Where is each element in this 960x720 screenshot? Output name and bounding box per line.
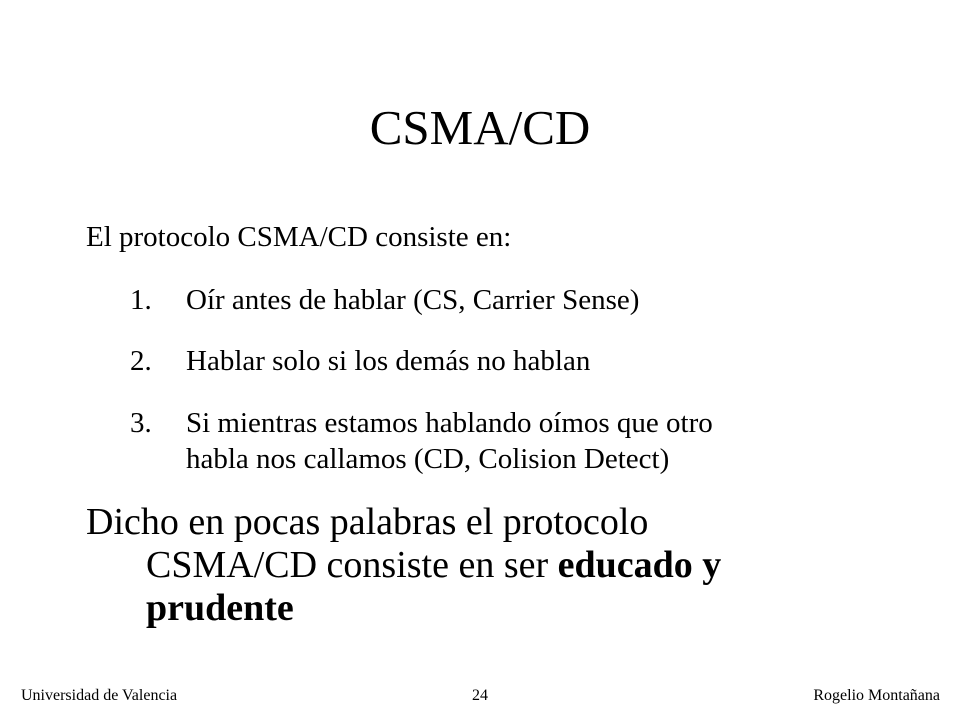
footer-institution: Universidad de Valencia bbox=[21, 687, 178, 704]
slide-title: CSMA/CD bbox=[369, 100, 591, 155]
summary-emphasis: prudente bbox=[146, 587, 294, 629]
intro-text: El protocolo CSMA/CD consiste en: bbox=[86, 221, 512, 253]
list-item-line: habla nos callamos (CD, Colision Detect) bbox=[186, 443, 670, 475]
list-item-text: Oír antes de hablar (CS, Carrier Sense) bbox=[186, 284, 640, 316]
list-item-line: Si mientras estamos hablando oímos que otro bbox=[186, 407, 713, 439]
summary-plain-text: CSMA/CD consiste en ser bbox=[146, 544, 558, 586]
list-item-text bbox=[186, 405, 886, 477]
list-item-number: 2. bbox=[130, 345, 152, 377]
footer-author: Rogelio Montañana bbox=[813, 687, 940, 704]
summary-line bbox=[86, 544, 721, 587]
footer-page-number: 24 bbox=[472, 687, 488, 704]
list-item-text: Hablar solo si los demás no hablan bbox=[186, 345, 591, 377]
summary-paragraph bbox=[86, 501, 721, 630]
list-item-number: 3. bbox=[130, 407, 152, 439]
summary-emphasis: educado y bbox=[557, 544, 722, 586]
summary-line bbox=[86, 587, 721, 630]
list-item-number: 1. bbox=[130, 284, 152, 316]
summary-line: Dicho en pocas palabras el protocolo bbox=[86, 501, 649, 543]
